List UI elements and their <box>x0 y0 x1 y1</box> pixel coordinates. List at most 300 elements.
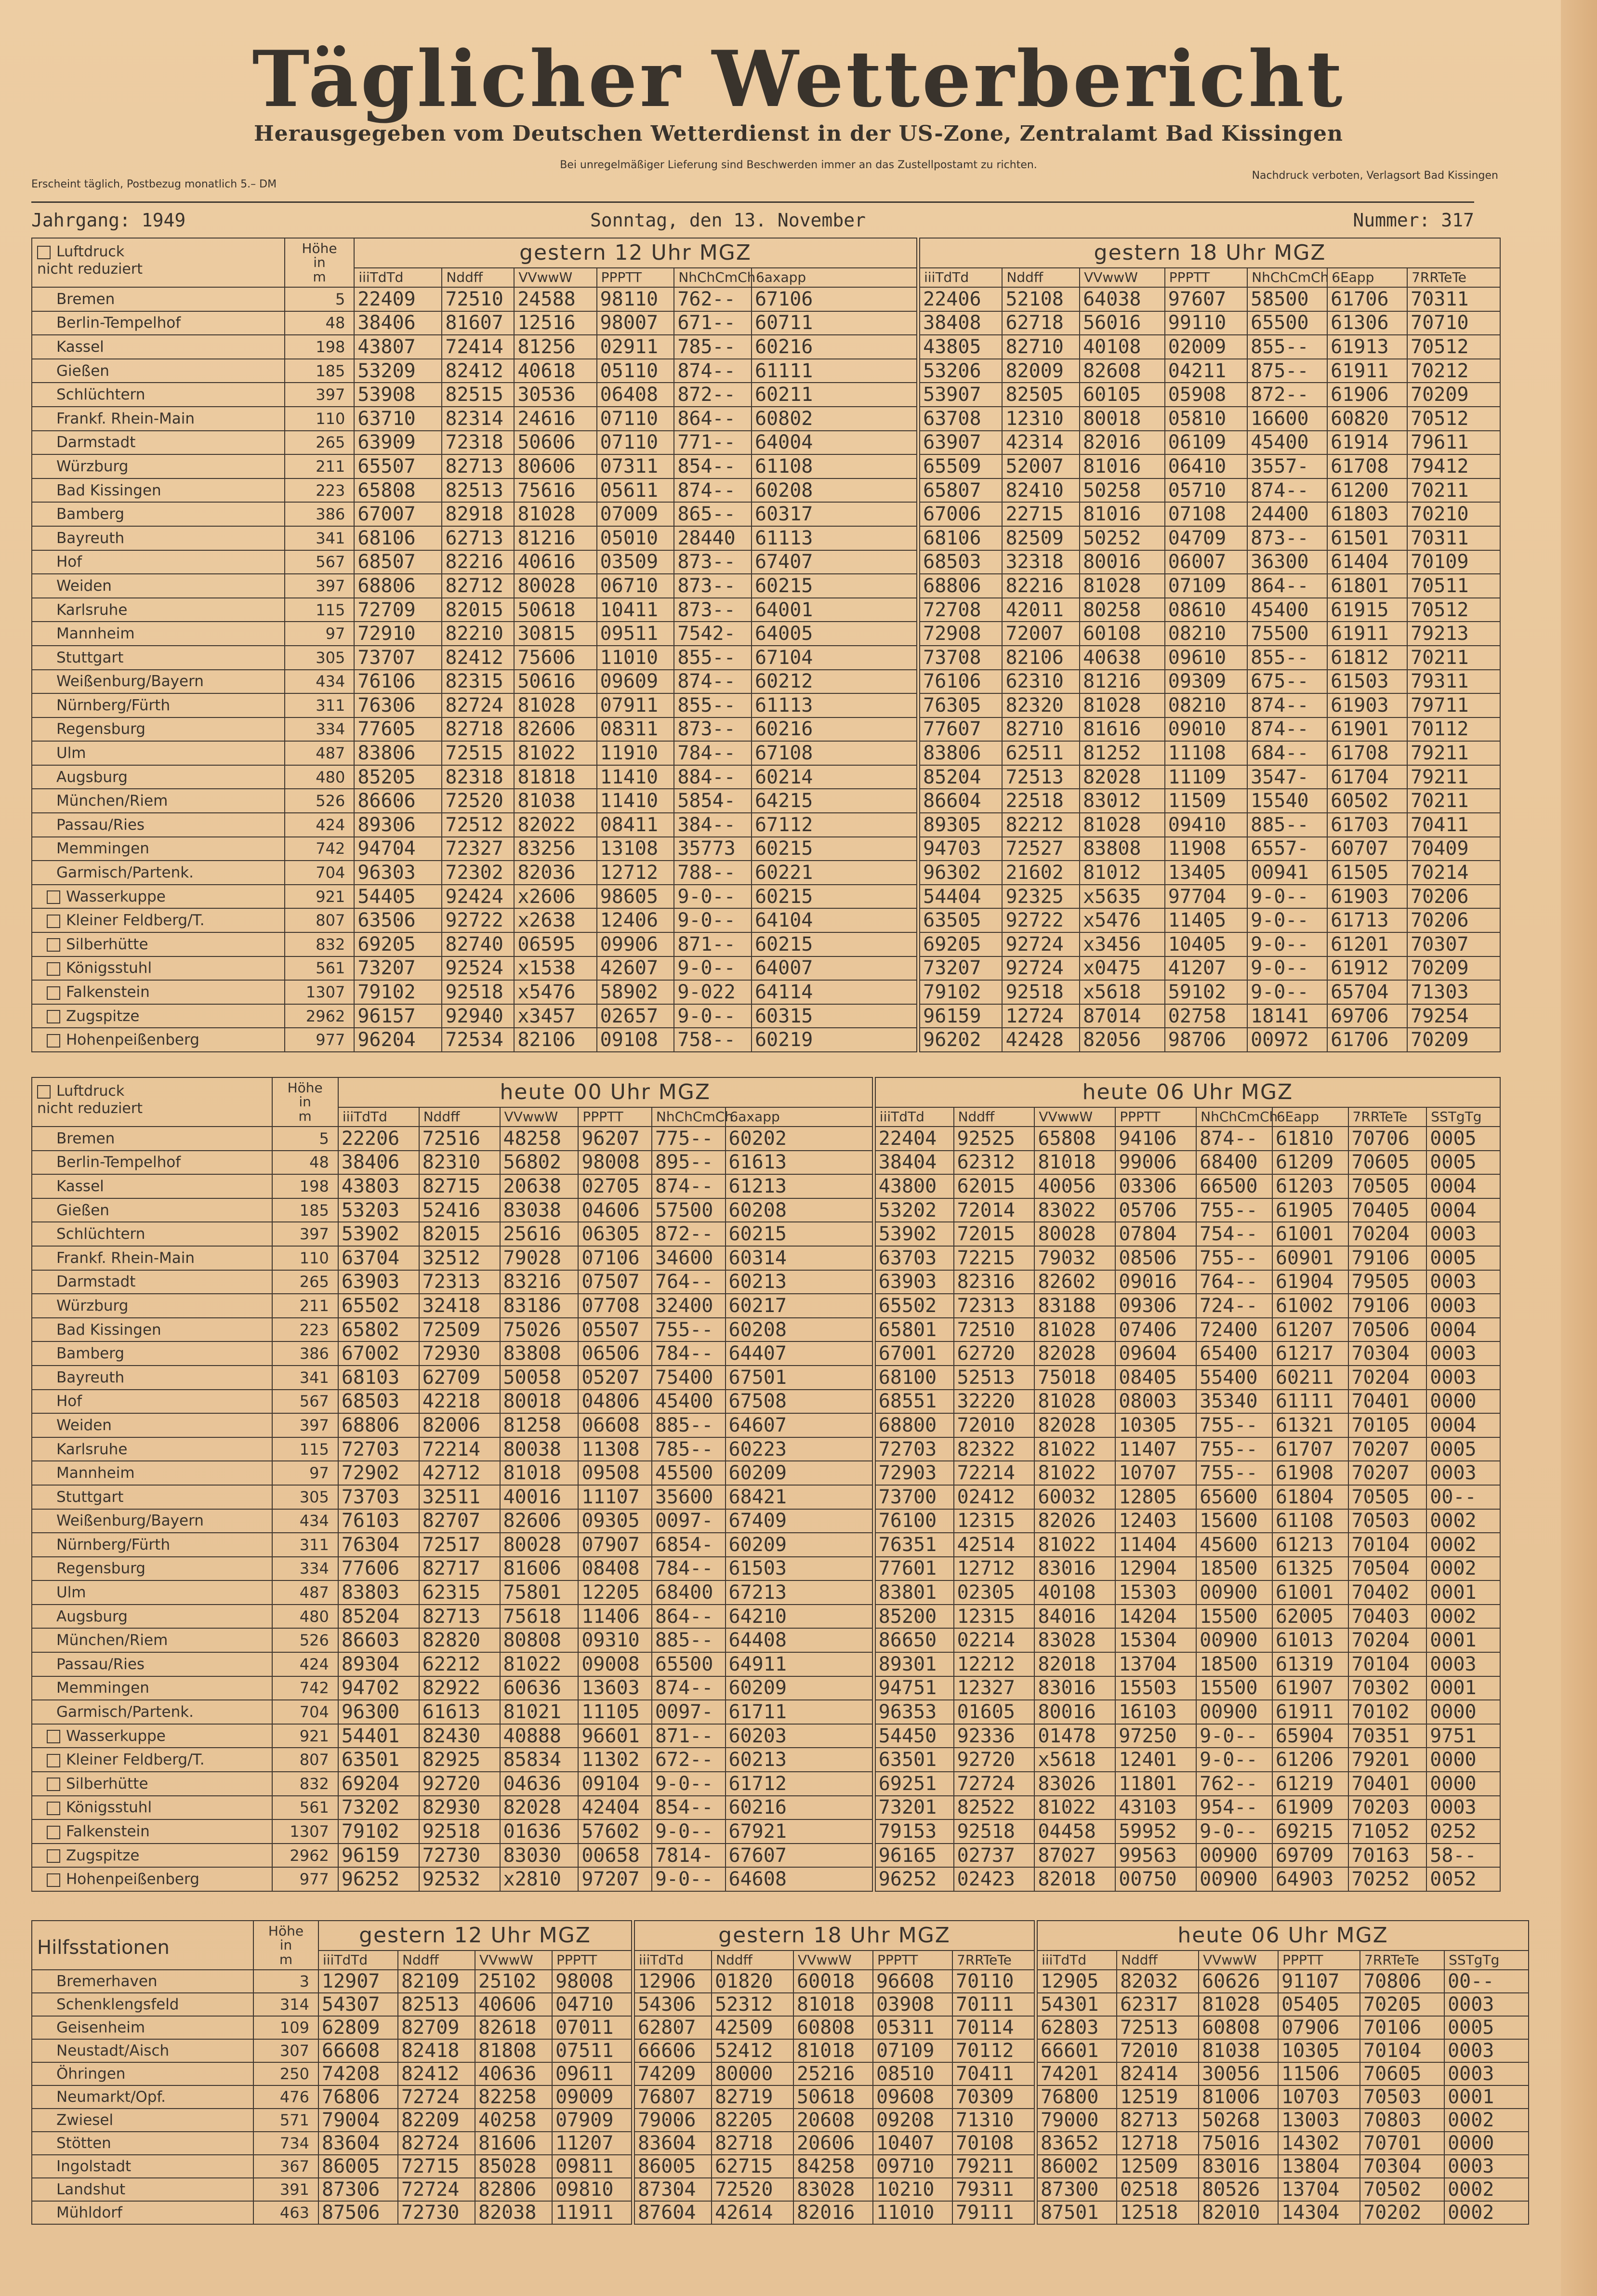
observation-value: 67508 <box>726 1390 872 1414</box>
observation-value: 0000 <box>1426 1772 1500 1796</box>
station-height: 110 <box>272 1246 338 1270</box>
observation-value: 18141 <box>1247 1004 1327 1028</box>
observation-value: 80018 <box>500 1390 579 1414</box>
observation-value: x5476 <box>514 980 596 1004</box>
observation-value: 82515 <box>442 383 514 407</box>
observation-value: 75801 <box>500 1580 579 1605</box>
observation-value: 05710 <box>1165 478 1247 503</box>
observation-value: 82509 <box>1002 526 1080 550</box>
observation-value: 83022 <box>1034 1198 1115 1222</box>
observation-value: 08411 <box>597 813 674 837</box>
observation-value: 71052 <box>1348 1819 1427 1844</box>
observation-value: 40016 <box>500 1485 579 1509</box>
station-name <box>32 502 285 526</box>
observation-value: 65801 <box>875 1318 954 1342</box>
observation-value: 05010 <box>597 526 674 550</box>
observation-value: 3557- <box>1247 454 1327 478</box>
observation-value: 70502 <box>1360 2178 1444 2201</box>
observation-value: 62005 <box>1272 1605 1348 1629</box>
observation-value: 05611 <box>597 478 674 503</box>
observation-value: 98007 <box>597 311 674 335</box>
station-name <box>32 2085 253 2109</box>
checkbox-icon <box>37 246 51 259</box>
observation-value: 82713 <box>442 454 514 478</box>
observation-value: 73703 <box>338 1485 419 1509</box>
table-row <box>32 2155 1529 2178</box>
observation-value: 64903 <box>1272 1867 1348 1891</box>
observation-value: 61613 <box>419 1700 500 1724</box>
hoehe-label: in <box>313 254 326 271</box>
observation-value: 771-- <box>674 431 752 455</box>
observation-value: 60707 <box>1327 837 1407 861</box>
observation-value: 61911 <box>1272 1700 1348 1724</box>
observation-value: 42509 <box>712 2016 793 2039</box>
station-height: 185 <box>272 1198 338 1222</box>
observation-value: 82209 <box>398 2109 475 2132</box>
observation-value: 70706 <box>1348 1127 1427 1151</box>
observation-value: 11302 <box>578 1748 652 1772</box>
station-name <box>32 359 285 383</box>
observation-value: 9-0-- <box>674 1004 752 1028</box>
observation-value: 60315 <box>752 1004 917 1028</box>
observation-value: 05405 <box>1278 1993 1360 2016</box>
station-height: 311 <box>285 693 355 717</box>
observation-value: 684-- <box>1247 741 1327 765</box>
observation-value: 68507 <box>354 550 442 574</box>
observation-value: 92724 <box>1002 956 1080 981</box>
observation-value: 68103 <box>338 1366 419 1390</box>
observation-value: 12519 <box>1117 2085 1199 2109</box>
observation-value: 60217 <box>726 1294 872 1318</box>
observation-value: 70311 <box>1407 287 1500 311</box>
observation-value: 79311 <box>1407 670 1500 694</box>
column-header: SSTgTg <box>1444 1951 1529 1970</box>
observation-value: 06109 <box>1165 431 1247 455</box>
station-label: Darmstadt <box>56 434 136 451</box>
observation-value: 12509 <box>1117 2155 1199 2178</box>
observation-value: 61803 <box>1327 502 1407 526</box>
observation-value: 04709 <box>1165 526 1247 550</box>
observation-value: 01636 <box>500 1819 579 1844</box>
observation-value: 11207 <box>552 2132 632 2155</box>
observation-value: 83016 <box>1034 1676 1115 1700</box>
observation-value: 79102 <box>338 1819 419 1844</box>
observation-value: 874-- <box>652 1174 726 1198</box>
observation-value: 22518 <box>1002 789 1080 813</box>
table-row <box>32 287 1500 311</box>
observation-value: 672-- <box>652 1748 726 1772</box>
observation-value: 62015 <box>954 1174 1035 1198</box>
observation-value: 82216 <box>442 550 514 574</box>
observation-value: 67607 <box>726 1844 872 1868</box>
hilfsstationen-header: Hilfsstationen <box>32 1921 253 1970</box>
observation-value: 56802 <box>500 1151 579 1175</box>
observation-value: 13003 <box>1278 2109 1360 2132</box>
station-height: 211 <box>272 1294 338 1318</box>
observation-value: 70105 <box>1348 1413 1427 1437</box>
observation-value: 82713 <box>419 1605 500 1629</box>
observation-value: 81038 <box>514 789 596 813</box>
observation-value: 84258 <box>793 2155 873 2178</box>
observation-value: 65502 <box>338 1294 419 1318</box>
time-group-title: gestern 12 Uhr MGZ <box>318 1921 632 1951</box>
observation-value: 80038 <box>500 1437 579 1461</box>
observation-value: 60216 <box>752 335 917 359</box>
observation-value: 81028 <box>1034 1318 1115 1342</box>
observation-value: 50252 <box>1080 526 1165 550</box>
observation-value: 60212 <box>752 670 917 694</box>
checkbox-icon <box>47 1873 60 1887</box>
observation-value: 0000 <box>1426 1748 1500 1772</box>
column-header: 6Eapp <box>1327 268 1407 287</box>
observation-value: 09309 <box>1165 670 1247 694</box>
table-row <box>32 1366 1500 1390</box>
observation-value: 10305 <box>1115 1413 1196 1437</box>
observation-value: 72724 <box>398 2178 475 2201</box>
station-label: Weißenburg/Bayern <box>56 673 204 690</box>
station-name <box>32 2178 253 2201</box>
observation-value: 82713 <box>1117 2109 1199 2132</box>
observation-value: 72520 <box>712 2178 793 2201</box>
observation-value: 785-- <box>674 335 752 359</box>
observation-value: 62713 <box>442 526 514 550</box>
observation-value: 86650 <box>875 1628 954 1652</box>
station-name <box>32 861 285 885</box>
station-label: München/Riem <box>56 1632 168 1649</box>
observation-value: 70209 <box>1407 383 1500 407</box>
observation-value: 70205 <box>1360 1993 1444 2016</box>
observation-value: 762-- <box>1196 1772 1272 1796</box>
observation-value: 873-- <box>674 598 752 622</box>
luftdruck-sublabel: nicht reduziert <box>37 1100 143 1117</box>
observation-value: 0005 <box>1426 1151 1500 1175</box>
observation-value: 96207 <box>578 1127 652 1151</box>
station-height: 3 <box>253 1970 318 1993</box>
observation-value: 82010 <box>1199 2201 1278 2224</box>
observation-value: 70411 <box>1407 813 1500 837</box>
table-row <box>32 693 1500 717</box>
observation-value: 82314 <box>442 407 514 431</box>
station-name <box>32 478 285 503</box>
observation-value: 82724 <box>442 693 514 717</box>
observation-value: 09508 <box>578 1461 652 1485</box>
observation-value: 0097- <box>652 1700 726 1724</box>
observation-value: 77606 <box>338 1557 419 1581</box>
observation-value: 25216 <box>793 2062 873 2085</box>
station-name <box>32 1796 272 1820</box>
station-name <box>32 646 285 670</box>
observation-value: 74208 <box>318 2062 398 2085</box>
observation-value: 72512 <box>442 813 514 837</box>
table-title-row <box>32 238 1500 268</box>
observation-value: 12205 <box>578 1580 652 1605</box>
observation-value: 11406 <box>578 1605 652 1629</box>
observation-value: 82315 <box>442 670 514 694</box>
observation-value: 72708 <box>920 598 1002 622</box>
station-height: 5 <box>272 1127 338 1151</box>
observation-value: 62809 <box>318 2016 398 2039</box>
observation-value: 83808 <box>500 1341 579 1366</box>
station-name <box>32 2109 253 2132</box>
observation-value: 79028 <box>500 1246 579 1270</box>
observation-value: 35340 <box>1196 1390 1272 1414</box>
observation-value: 82606 <box>500 1509 579 1533</box>
table-row <box>32 980 1500 1004</box>
observation-value: 83803 <box>338 1580 419 1605</box>
observation-value: 60502 <box>1327 789 1407 813</box>
station-name <box>32 693 285 717</box>
observation-value: 32418 <box>419 1294 500 1318</box>
observation-value: 07108 <box>1165 502 1247 526</box>
observation-value: 9-0-- <box>1247 908 1327 932</box>
observation-value: 15500 <box>1196 1676 1272 1700</box>
station-label: Königsstuhl <box>66 959 152 977</box>
observation-value: 09108 <box>597 1028 674 1052</box>
table-row <box>32 574 1500 598</box>
observation-value: 60203 <box>726 1724 872 1748</box>
observation-value: 65704 <box>1327 980 1407 1004</box>
station-label: Garmisch/Partenk. <box>56 1703 194 1721</box>
observation-value: 875-- <box>1247 359 1327 383</box>
observation-value: 7542- <box>674 622 752 646</box>
observation-value: 67106 <box>752 287 917 311</box>
observation-value: 97607 <box>1165 287 1247 311</box>
observation-value: 72910 <box>354 622 442 646</box>
observation-value: 38406 <box>354 311 442 335</box>
observation-value: 13704 <box>1278 2178 1360 2201</box>
station-name <box>32 741 285 765</box>
observation-value: 60108 <box>1080 622 1165 646</box>
observation-value: 79201 <box>1348 1748 1427 1772</box>
observation-value: 09410 <box>1165 813 1247 837</box>
observation-value: 09610 <box>1165 646 1247 670</box>
observation-value: 52513 <box>954 1366 1035 1390</box>
observation-value: 96302 <box>920 861 1002 885</box>
station-label: Karlsruhe <box>56 1440 128 1458</box>
station-label: Memmingen <box>56 840 149 858</box>
observation-value: 70806 <box>1360 1970 1444 1993</box>
observation-value: 79311 <box>952 2178 1034 2201</box>
observation-value: 72513 <box>1117 2016 1199 2039</box>
observation-value: 10210 <box>873 2178 952 2201</box>
observation-value: 07507 <box>578 1270 652 1294</box>
observation-value: 70512 <box>1407 598 1500 622</box>
observation-value: 61704 <box>1327 765 1407 789</box>
table-row <box>32 670 1500 694</box>
observation-value: 72214 <box>419 1437 500 1461</box>
observation-value: 64004 <box>752 431 917 455</box>
observation-value: 09609 <box>597 670 674 694</box>
station-name <box>32 1605 272 1629</box>
observation-value: 871-- <box>652 1724 726 1748</box>
station-height: 265 <box>285 431 355 455</box>
observation-value: 32318 <box>1002 550 1080 574</box>
observation-value: 77605 <box>354 717 442 742</box>
observation-value: 0005 <box>1426 1246 1500 1270</box>
observation-value: 755-- <box>1196 1413 1272 1437</box>
observation-value: 64608 <box>726 1867 872 1891</box>
observation-value: 42607 <box>597 956 674 981</box>
station-height: 424 <box>272 1652 338 1676</box>
observation-value: x2606 <box>514 885 596 909</box>
station-height: 807 <box>272 1748 338 1772</box>
observation-value: 70212 <box>1407 359 1500 383</box>
observation-value: 61613 <box>726 1151 872 1175</box>
observation-value: 16103 <box>1115 1700 1196 1724</box>
observation-value: 11506 <box>1278 2062 1360 2085</box>
observation-value: 76806 <box>318 2085 398 2109</box>
station-name <box>32 2016 253 2039</box>
station-label: Bad Kissingen <box>56 481 161 499</box>
observation-value: 72724 <box>398 2085 475 2109</box>
observation-value: 07406 <box>1115 1318 1196 1342</box>
observation-value: 79611 <box>1407 431 1500 455</box>
station-height: 367 <box>253 2155 318 2178</box>
observation-value: 70106 <box>1360 2016 1444 2039</box>
observation-value: 0003 <box>1426 1270 1500 1294</box>
observation-value: 40636 <box>475 2062 552 2085</box>
station-name <box>32 1533 272 1557</box>
observation-value: 61708 <box>1327 454 1407 478</box>
observation-value: 52416 <box>419 1198 500 1222</box>
observation-value: 12904 <box>1115 1557 1196 1581</box>
observation-value: 64911 <box>726 1652 872 1676</box>
observation-value: 06595 <box>514 932 596 956</box>
observation-value: 11108 <box>1165 741 1247 765</box>
observation-value: 70211 <box>1407 646 1500 670</box>
observation-value: 75606 <box>514 646 596 670</box>
station-label: Mannheim <box>56 625 135 643</box>
observation-value: 52312 <box>712 1993 793 2016</box>
observation-value: 872-- <box>674 383 752 407</box>
observation-value: 87014 <box>1080 1004 1165 1028</box>
observation-value: 67501 <box>726 1366 872 1390</box>
observation-value: 788-- <box>674 861 752 885</box>
observation-value: 40108 <box>1080 335 1165 359</box>
observation-value: 0004 <box>1426 1174 1500 1198</box>
observation-value: 82009 <box>1002 359 1080 383</box>
table-row <box>32 1819 1500 1844</box>
observation-value: 72313 <box>954 1294 1035 1318</box>
station-label: Nürnberg/Fürth <box>56 696 171 714</box>
observation-value: 94751 <box>875 1676 954 1700</box>
observation-value: 54450 <box>875 1724 954 1748</box>
hoehe-header <box>253 1921 318 1970</box>
observation-value: 60209 <box>726 1533 872 1557</box>
observation-value: 10407 <box>873 2132 952 2155</box>
observation-value: 63708 <box>920 407 1002 431</box>
observation-value: 65400 <box>1196 1341 1272 1366</box>
observation-value: 81022 <box>1034 1533 1115 1557</box>
observation-value: 67104 <box>752 646 917 670</box>
observation-value: 0003 <box>1426 1652 1500 1676</box>
observation-value: 62807 <box>634 2016 712 2039</box>
observation-value: 85204 <box>338 1605 419 1629</box>
observation-value: 09208 <box>873 2109 952 2132</box>
observation-value: 70605 <box>1360 2062 1444 2085</box>
station-name <box>32 956 285 981</box>
observation-value: 92424 <box>442 885 514 909</box>
table-row <box>32 311 1500 335</box>
observation-value: 72327 <box>442 837 514 861</box>
observation-value: 764-- <box>1196 1270 1272 1294</box>
station-height: 341 <box>272 1366 338 1390</box>
observation-value: 08405 <box>1115 1366 1196 1390</box>
observation-value: 61113 <box>752 693 917 717</box>
station-height: 480 <box>285 765 355 789</box>
observation-value: 9-0-- <box>1247 956 1327 981</box>
table-row <box>32 837 1500 861</box>
observation-value: 0003 <box>1444 1993 1529 2016</box>
station-label: Regensburg <box>56 720 145 738</box>
observation-value: 67006 <box>920 502 1002 526</box>
observation-value: 82006 <box>419 1413 500 1437</box>
station-name <box>32 1461 272 1485</box>
observation-value: 874-- <box>674 478 752 503</box>
observation-value: 61810 <box>1272 1127 1348 1151</box>
observation-value: 63903 <box>875 1270 954 1294</box>
observation-value: 81258 <box>500 1413 579 1437</box>
observation-value: 45400 <box>1247 598 1327 622</box>
observation-value: 0004 <box>1426 1198 1500 1222</box>
observation-value: 72510 <box>442 287 514 311</box>
observation-value: 82038 <box>475 2201 552 2224</box>
observation-value: 08210 <box>1165 622 1247 646</box>
observation-value: 92336 <box>954 1724 1035 1748</box>
station-label: Gießen <box>56 1201 109 1219</box>
observation-value: 02305 <box>954 1580 1035 1605</box>
hoehe-label: Höhe <box>287 1080 323 1096</box>
observation-value: 82712 <box>442 574 514 598</box>
observation-value: 61001 <box>1272 1580 1348 1605</box>
station-label: Frankf. Rhein-Main <box>56 1249 195 1267</box>
observation-value: 40108 <box>1034 1580 1115 1605</box>
station-name <box>32 1724 272 1748</box>
observation-value: 61501 <box>1327 526 1407 550</box>
observation-value: 61503 <box>726 1557 872 1581</box>
station-name <box>32 574 285 598</box>
station-height: 198 <box>272 1174 338 1198</box>
station-height: 742 <box>285 837 355 861</box>
station-name <box>32 2062 253 2085</box>
observation-value: 70401 <box>1348 1390 1427 1414</box>
observation-value: 70209 <box>1407 1028 1500 1052</box>
observation-value: 82710 <box>1002 335 1080 359</box>
observation-value: 855-- <box>1247 646 1327 670</box>
observation-value: 0097- <box>652 1509 726 1533</box>
observation-value: 72513 <box>1002 765 1080 789</box>
station-label: Hohenpeißenberg <box>66 1871 199 1888</box>
observation-value: 30536 <box>514 383 596 407</box>
observation-value: 92532 <box>419 1867 500 1891</box>
observation-value: 0003 <box>1426 1222 1500 1246</box>
observation-value: 864-- <box>1247 574 1327 598</box>
observation-value: 70304 <box>1360 2155 1444 2178</box>
observation-value: 0001 <box>1426 1580 1500 1605</box>
observation-value: 70307 <box>1407 932 1500 956</box>
observation-value: 82106 <box>514 1028 596 1052</box>
observation-value: 77607 <box>920 717 1002 742</box>
observation-value: 79153 <box>875 1819 954 1844</box>
observation-value: 68800 <box>875 1413 954 1437</box>
checkbox-icon <box>47 1802 60 1815</box>
observation-value: 67921 <box>726 1819 872 1844</box>
observation-value: 864-- <box>674 407 752 431</box>
observation-value: 82016 <box>1080 431 1165 455</box>
column-header: VVwwW <box>1080 268 1165 287</box>
station-label: Schlüchtern <box>56 386 145 404</box>
observation-value: 59102 <box>1165 980 1247 1004</box>
